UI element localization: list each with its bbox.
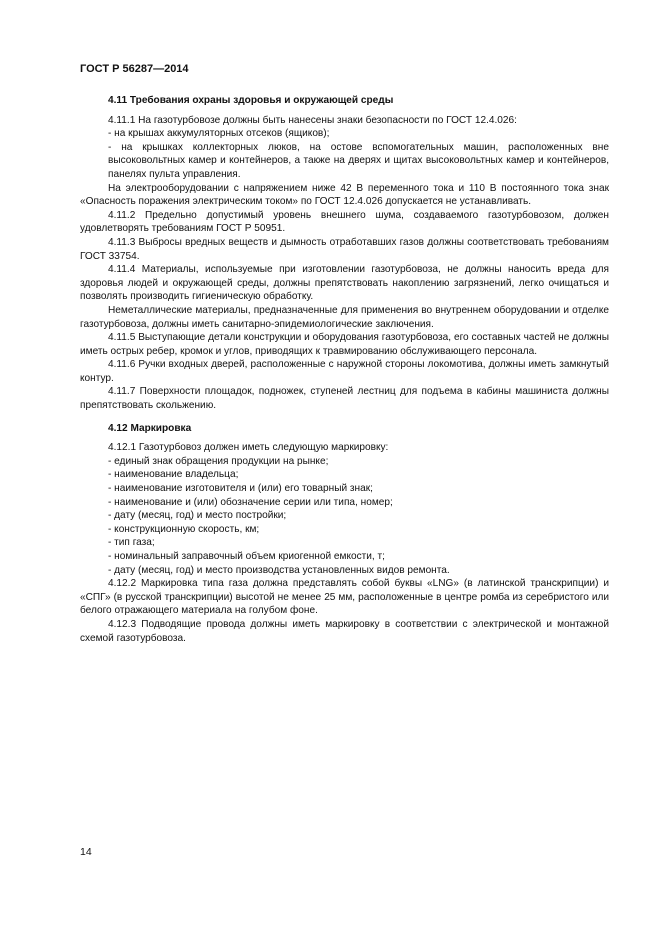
- list-item: - дату (месяц, год) и место постройки;: [108, 510, 287, 522]
- clause-4-12-1: 4.12.1 Газотурбовоз должен иметь следующую маркировку:: [108, 442, 389, 454]
- page-number: 14: [80, 846, 92, 858]
- list-item: - наименование изготовителя и (или) его товарный знак;: [108, 483, 373, 495]
- list-item: - на крышах аккумуляторных отсеков (ящиков);: [108, 128, 330, 140]
- clause-4-11-1: 4.11.1 На газотурбовозе должны быть нанесены знаки безопасности по ГОСТ 12.4.026:: [108, 114, 517, 126]
- clause-4-11-5: 4.11.5 Выступающие детали конструкции и оборудования газотурбовоза, его составных частей не должны иметь острых ребер, кромок и углов, приводящих к травмированию обслуживающего персонала.: [80, 332, 609, 357]
- list-item: - конструкционную скорость, км;: [108, 523, 260, 535]
- clause-4-11-4: 4.11.4 Материалы, используемые при изготовлении газотурбовоза, не должны наносить вреда для здоровья людей и окружающей среды, должны препятствовать накоплению загрязнений, легко очищаться и позволять производить гигиеническую обработку.: [80, 264, 609, 303]
- clause-4-11-7: 4.11.7 Поверхности площадок, подножек, ступеней лестниц для подъема в кабины машиниста должны препятствовать скольжению.: [80, 386, 609, 412]
- list-item: - единый знак обращения продукции на рынке;: [108, 455, 329, 467]
- document-standard-title: ГОСТ Р 56287—2014: [80, 63, 189, 75]
- clause-4-12-3: 4.12.3 Подводящие провода должны иметь маркировку в соответствии с электрической и монтажной схемой газотурбовоза.: [80, 618, 609, 644]
- document-body: [80, 94, 609, 645]
- section-4-12-heading: 4.12 Маркировка: [108, 422, 192, 434]
- paragraph: На электрооборудовании с напряжением ниже 42 В переменного тока и 110 В постоянного тока знак «Опасность поражения электрическим током» по ГОСТ 12.4.026 допускается не устанавливать.: [80, 182, 609, 208]
- list-item: - номинальный заправочный объем криогенной емкости, т;: [108, 551, 385, 562]
- list-item: - дату (месяц, год) и место производства установленных видов ремонта.: [108, 564, 450, 576]
- paragraph: Неметаллические материалы, предназначенные для применения во внутреннем оборудовании и отделке газотурбовоза, должны иметь санитарно-эпидемиологические заключения.: [80, 304, 609, 330]
- list-item: - наименование владельца;: [108, 469, 239, 481]
- list-item: - наименование и (или) обозначение серии или типа, номер;: [108, 496, 393, 508]
- list-item: - тип газа;: [108, 537, 155, 549]
- section-4-11-heading: 4.11 Требования охраны здоровья и окружающей среды: [108, 95, 394, 106]
- clause-4-12-2: 4.12.2 Маркировка типа газа должна представлять собой буквы «LNG» (в латинской транскрипции) и «СПГ» (в русской транскрипции) высотой не менее 25 мм, расположенные в центре ромба из серебристого или белого отражающего материала на голубом фоне.: [80, 578, 609, 617]
- clause-4-11-3: 4.11.3 Выбросы вредных веществ и дымность отработавших газов должны соответствовать требованиям ГОСТ 33754.: [80, 236, 609, 262]
- clause-4-11-2: 4.11.2 Предельно допустимый уровень внешнего шума, создаваемого газотурбовозом, должен удовлетворять требованиям ГОСТ Р 50951.: [80, 209, 609, 235]
- clause-4-11-6: 4.11.6 Ручки входных дверей, расположенные с наружной стороны локомотива, должны иметь замкнутый контур.: [80, 359, 609, 384]
- list-item: - на крышках коллекторных люков, на остове вспомогательных машин, расположенных вне высоковольтных камер и контейнеров, а также на дверях и щитах высоковольтных камер и контейнеров, панелях пульта управления.: [108, 141, 609, 180]
